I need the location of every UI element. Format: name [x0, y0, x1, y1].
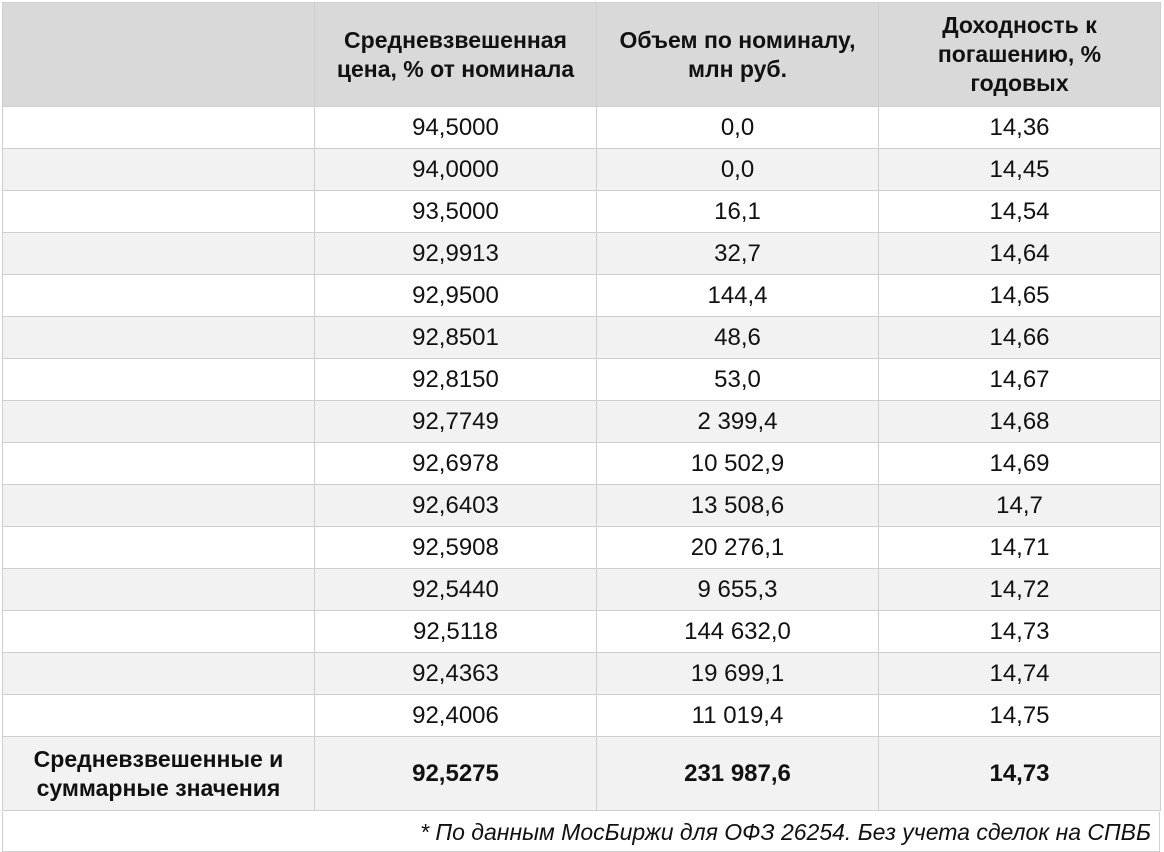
row-label-cell [3, 107, 315, 149]
price-cell: 94,0000 [315, 149, 597, 191]
row-label-cell [3, 527, 315, 569]
table-row [3, 653, 1161, 695]
row-label-cell [3, 695, 315, 737]
price-cell: 92,9913 [315, 233, 597, 275]
volume-cell: 144 632,0 [597, 611, 879, 653]
footnote: * По данным МосБиржи для ОФЗ 26254. Без учета сделок на СПВБ [2, 812, 1160, 852]
table-row [3, 317, 1161, 359]
table-row [3, 107, 1161, 149]
volume-cell: 0,0 [597, 149, 879, 191]
header-volume: Объем по номиналу, млн руб. [597, 3, 879, 107]
table-row [3, 485, 1161, 527]
yield-cell: 14,36 [879, 107, 1161, 149]
volume-cell: 19 699,1 [597, 653, 879, 695]
yield-cell: 14,68 [879, 401, 1161, 443]
volume-cell: 16,1 [597, 191, 879, 233]
summary-volume: 231 987,6 [597, 737, 879, 811]
row-label-cell [3, 485, 315, 527]
volume-cell: 144,4 [597, 275, 879, 317]
yield-cell: 14,69 [879, 443, 1161, 485]
table-body [3, 107, 1161, 737]
table-row [3, 569, 1161, 611]
price-cell: 92,6403 [315, 485, 597, 527]
volume-cell: 13 508,6 [597, 485, 879, 527]
price-cell: 92,6978 [315, 443, 597, 485]
yield-cell: 14,64 [879, 233, 1161, 275]
row-label-cell [3, 233, 315, 275]
price-cell: 94,5000 [315, 107, 597, 149]
price-cell: 92,8501 [315, 317, 597, 359]
header-price: Средневзвешенная цена, % от номинала [315, 3, 597, 107]
bond-trades-table [2, 2, 1161, 811]
price-cell: 92,5118 [315, 611, 597, 653]
header-row [3, 3, 1161, 107]
summary-row [3, 737, 1161, 811]
table-row [3, 233, 1161, 275]
yield-cell: 14,65 [879, 275, 1161, 317]
row-label-cell [3, 359, 315, 401]
volume-cell: 48,6 [597, 317, 879, 359]
summary-yield: 14,73 [879, 737, 1161, 811]
header-yield: Доходность к погашению, % годовых [879, 3, 1161, 107]
price-cell: 92,5440 [315, 569, 597, 611]
row-label-cell [3, 443, 315, 485]
row-label-cell [3, 149, 315, 191]
table-row [3, 443, 1161, 485]
table-row [3, 527, 1161, 569]
table-row [3, 149, 1161, 191]
yield-cell: 14,72 [879, 569, 1161, 611]
table-row [3, 401, 1161, 443]
price-cell: 92,9500 [315, 275, 597, 317]
price-cell: 93,5000 [315, 191, 597, 233]
header-empty [3, 3, 315, 107]
volume-cell: 9 655,3 [597, 569, 879, 611]
price-cell: 92,4363 [315, 653, 597, 695]
summary-label: Средневзвешенные и суммарные значения [3, 737, 315, 811]
yield-cell: 14,74 [879, 653, 1161, 695]
table-row [3, 695, 1161, 737]
yield-cell: 14,75 [879, 695, 1161, 737]
volume-cell: 32,7 [597, 233, 879, 275]
volume-cell: 11 019,4 [597, 695, 879, 737]
price-cell: 92,5908 [315, 527, 597, 569]
volume-cell: 2 399,4 [597, 401, 879, 443]
row-label-cell [3, 401, 315, 443]
price-cell: 92,4006 [315, 695, 597, 737]
table-row [3, 611, 1161, 653]
row-label-cell [3, 611, 315, 653]
yield-cell: 14,66 [879, 317, 1161, 359]
table-row [3, 359, 1161, 401]
volume-cell: 0,0 [597, 107, 879, 149]
row-label-cell [3, 191, 315, 233]
summary-price: 92,5275 [315, 737, 597, 811]
yield-cell: 14,71 [879, 527, 1161, 569]
yield-cell: 14,67 [879, 359, 1161, 401]
yield-cell: 14,73 [879, 611, 1161, 653]
yield-cell: 14,54 [879, 191, 1161, 233]
price-cell: 92,7749 [315, 401, 597, 443]
yield-cell: 14,7 [879, 485, 1161, 527]
row-label-cell [3, 569, 315, 611]
volume-cell: 10 502,9 [597, 443, 879, 485]
table-row [3, 275, 1161, 317]
row-label-cell [3, 653, 315, 695]
volume-cell: 20 276,1 [597, 527, 879, 569]
price-cell: 92,8150 [315, 359, 597, 401]
row-label-cell [3, 275, 315, 317]
table-row [3, 191, 1161, 233]
row-label-cell [3, 317, 315, 359]
volume-cell: 53,0 [597, 359, 879, 401]
yield-cell: 14,45 [879, 149, 1161, 191]
